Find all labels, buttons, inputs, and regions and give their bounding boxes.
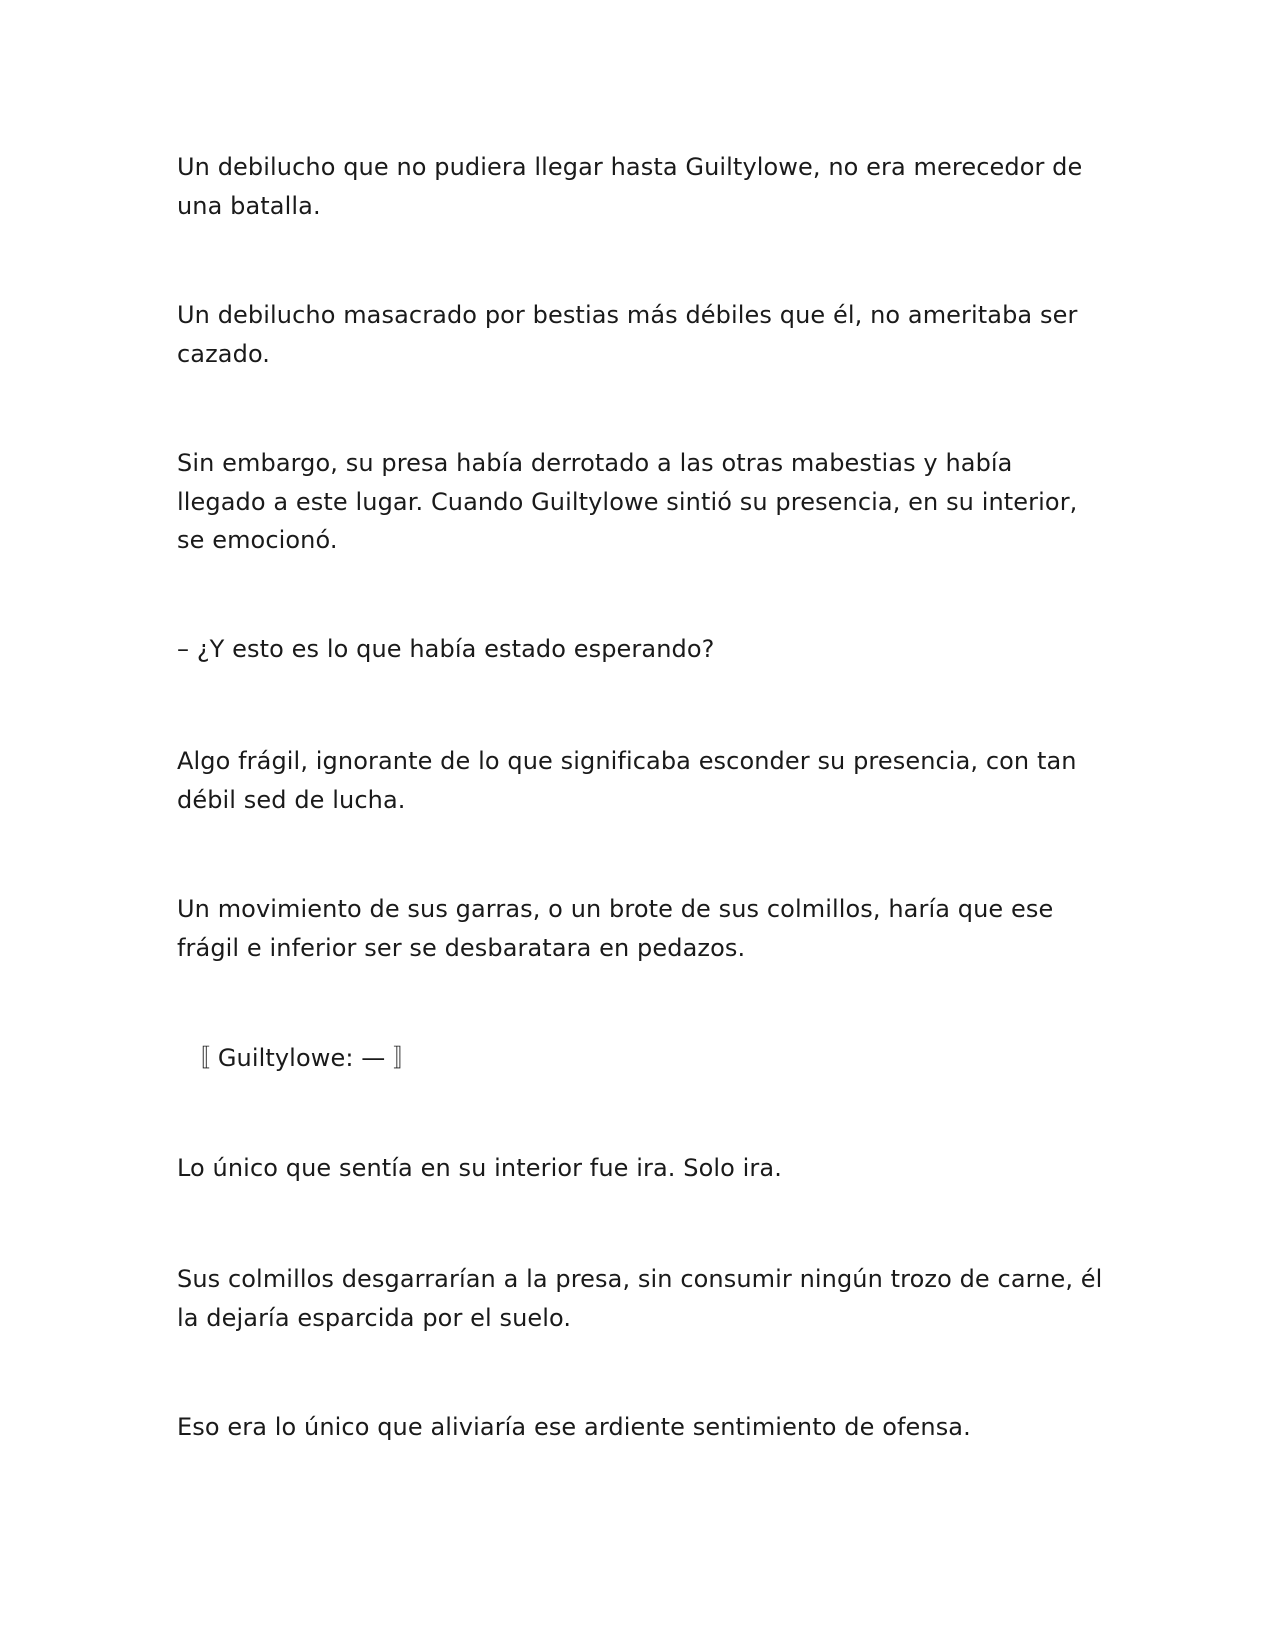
paragraph-2: Un debilucho masacrado por bestias más débiles que él, no ameritaba ser cazado. [177, 301, 1078, 368]
paragraph-7-speaker-line: 〚 Guiltylowe: — 〛 [186, 1044, 418, 1072]
paragraph-3: Sin embargo, su presa había derrotado a las otras mabestias y había llegado a este lugar. Cuando Guiltylowe sintió su presencia, en su interior, se emocionó. [177, 449, 1078, 554]
paragraph-10: Eso era lo único que aliviaría ese ardiente sentimiento de ofensa. [177, 1413, 971, 1441]
paragraph-4-dialogue: – ¿Y esto es lo que había estado esperando? [177, 635, 715, 663]
paragraph-8: Lo único que sentía en su interior fue ira. Solo ira. [177, 1154, 782, 1182]
paragraph-6: Un movimiento de sus garras, o un brote de sus colmillos, haría que ese frágil e inferior ser se desbaratara en pedazos. [177, 895, 1054, 962]
paragraph-5: Algo frágil, ignorante de lo que significaba esconder su presencia, con tan débil sed de lucha. [177, 747, 1077, 814]
paragraph-9: Sus colmillos desgarrarían a la presa, sin consumir ningún trozo de carne, él la dejaría esparcida por el suelo. [177, 1265, 1103, 1332]
paragraph-1: Un debilucho que no pudiera llegar hasta Guiltylowe, no era merecedor de una batalla. [177, 153, 1083, 220]
